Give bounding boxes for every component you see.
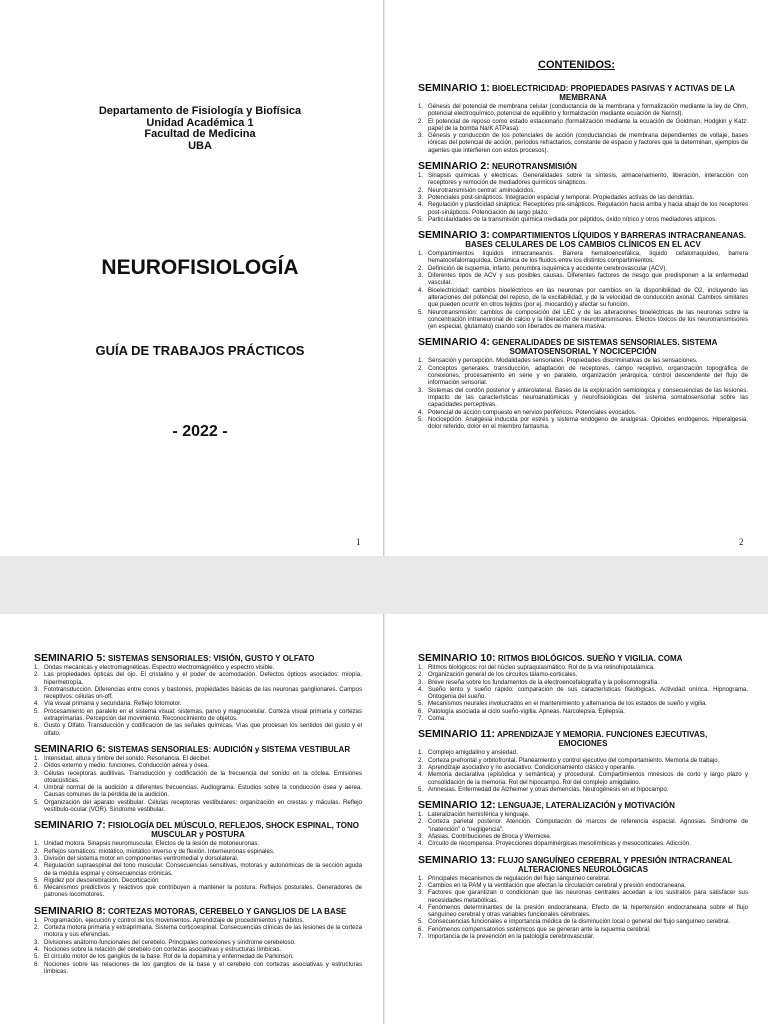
topic-text: Corteza prefrontal y orbitofrontal. Planeamiento y control ejecutivo del comportamiento. Memoria de trabajo. — [428, 756, 720, 764]
topic-text: Unidad motora. Sinapsis neuromuscular. Efectos de la lesión de motoneuronas. — [44, 840, 260, 848]
topic-text: Gusto y Olfato. Transducción y codificación de las señales químicas. Vías que procesan los sentidos del gusto y el olfato. — [44, 722, 362, 737]
dept-line: Unidad Académica 1 — [146, 116, 254, 129]
seminar-title: SISTEMAS SENSORIALES: VISIÓN, GUSTO Y OLFATO — [108, 654, 315, 663]
seminar-section — [34, 654, 362, 737]
dept-line: Departamento de Fisiología y Biofísica — [98, 105, 302, 117]
topic-item: 7. Importancia de la prevención en la patología cerebrovascular. — [418, 933, 595, 941]
topic-item: 3. Diferentes tipos de ACV y sus posibles causas. Diferentes factores de riesgo que predisponen a la enfermedad vascular. — [418, 272, 748, 287]
topic-item: 5. Mecanismos neurales involucrados en el mantenimiento y alternancia de los estados de sueño y vigilia. — [418, 700, 708, 708]
topic-text: Sueño lento y sueño rápido: comparación de sus características fisiológicas. Actividad onírica. Hipnograma. Ontogenia del sueño. — [428, 685, 748, 701]
seminar-list — [418, 654, 748, 948]
topic-list — [418, 811, 748, 847]
topic-text: Potenciales post-sinápticos. Integración espacial y temporal. Propiedades activas de las dendritas. — [428, 193, 695, 201]
topic-text: Aprendizaje asociativo y no asociativo. Condicionamiento clásico y operante. — [428, 763, 636, 771]
topic-item: 1. Intensidad, altura y timbre del sonido. Resonancia. El decibel. — [34, 754, 211, 762]
seminar-label: SEMINARIO 10: — [418, 652, 496, 664]
topic-list — [418, 875, 748, 941]
seminar-title: BIOELECTRICIDAD: PROPIEDADES PASIVAS Y ACTIVAS DE LA — [492, 84, 735, 93]
topic-text: Fenómenos determinantes de la presión endocraneana. Efecto de la hipertensión endocraneana sobre el flujo sanguíneo cerebral y otras variables funcionales cerebrales. — [428, 903, 748, 919]
seminar-title: CORTEZAS MOTORAS, CEREBELO Y GANGLIOS DE LA BASE — [108, 906, 347, 916]
topic-item: 5. Amnesias. Enfermedad de Alzheimer y otras demencias. Neurogénesis en el hipocampo. — [418, 785, 669, 793]
topic-text: División del sistema motor en componentes ventromedial y dorsolateral. — [44, 854, 239, 862]
seminar-heading — [418, 338, 748, 356]
topic-text: Las propiedades ópticas del ojo. El cristalino y el poder de acomodación. Defectos ópticos asociados: miopía, hipermetropía. — [44, 671, 362, 686]
seminar-heading — [418, 162, 748, 171]
seminar-section — [418, 853, 748, 941]
seminar-section — [34, 904, 362, 975]
topic-item: 3. Afasias. Contribuciones de Broca y Wernicke. — [418, 833, 552, 841]
topic-item: 3. División del sistema motor en componentes ventromedial y dorsolateral. — [34, 854, 239, 862]
seminar-list — [34, 654, 362, 983]
topic-item: 3. Fototransducción. Diferencias entre conos y bastones, propiedades básicas de las neuronas ganglionares. Campos receptivos: células on-off. — [34, 685, 362, 701]
seminar-heading — [34, 742, 362, 755]
topic-item: 2. Definición de isquemia, infarto, penumbra isquémica y accidente cerebrovascular (ACV). — [418, 264, 668, 272]
seminars-page-3 — [0, 614, 384, 1024]
page-number: 2 — [739, 537, 744, 547]
topic-text: Corteza motora primaria y extraprimaria. Sistema corticoespinal. Consecuencias clínicas de las lesiones de la corteza motora y sus eferencias. — [44, 924, 362, 939]
seminar-label: SEMINARIO 13: — [418, 853, 496, 866]
topic-item: 4. Vía visual primaria y secundaria. Reflejo fotomotor. — [34, 700, 182, 708]
topic-text: Ritmos biológicos: rol del núcleo supraquiasmático. Rol de la vía retinohipotalámica. — [428, 664, 655, 671]
seminar-section — [418, 654, 748, 722]
topic-item: 5. Rigidez por descerebración. Decorticación — [34, 876, 159, 884]
topic-text: Potencial de acción compuesto en nervios periféricos. Potenciales evocados. — [428, 408, 637, 416]
seminar-heading — [34, 904, 362, 917]
topic-list — [418, 250, 748, 330]
seminar-title: LENGUAJE, LATERALIZACIÓN y MOTIVACIÓN — [497, 801, 675, 811]
topic-text: Diferentes tipos de ACV y sus posibles causas. Diferentes factores de riesgo que predisponen a la enfermedad vascular. — [428, 272, 748, 287]
topic-text: Regulación supraespinal del tono muscular. Consecuencias sensitivas, motoras y autonómicas de la sección aguda de la médula espinal y consecuencias crónicas. — [44, 862, 362, 877]
seminar-title-continuation: EMOCIONES — [558, 739, 608, 749]
seminar-section — [418, 801, 748, 847]
topic-list — [34, 917, 362, 975]
page-number: 1 — [356, 537, 361, 547]
topic-list — [418, 103, 748, 154]
topic-text: Sinapsis químicas y eléctricas. Generalidades sobre la síntesis, almacenamiento, liberación, interacción con receptores y remoción de mediadores químicos sinápticos. — [428, 172, 748, 187]
topic-text: Nociones sobre la relación del cerebelo con cortezas asociativas y estructuras límbicas. — [44, 945, 282, 953]
topic-item: 2. Las propiedades ópticas del ojo. El cristalino y el poder de acomodación. Defectos ópticos asociados: miopía, hipermetropía. — [34, 671, 362, 686]
seminar-label: SEMINARIO 11: — [418, 728, 496, 741]
seminar-list — [418, 84, 748, 438]
topic-item: 4. Bioelectricidad: cambios bioeléctricos en las neuronas por cambios en la disponibilidad de O2, incluyendo las alteraciones del potencial del reposo, de la excitabilidad, y de la velocidad de conducción axonal. Cambios similares que pueden ocurrir en otros tejidos (por ej. miocardio) y afectar su función. — [418, 286, 748, 309]
topic-item: 2. El potencial de reposo como estado estacionario (formalización mediante la ecuación de Goldman, Hodgkin y Katz: papel de la bomba Na/K ATPasa). — [418, 117, 748, 132]
topic-list — [34, 755, 362, 813]
topic-text: Memoria declarativa (episódica y semántica) y procedural. Compartimientos mnésicos de corto y largo plazo y consolidación de la memoria. Rol del hipocampo. Rol del complejo amigdalino. — [428, 771, 748, 786]
topic-text: Importancia de la prevención en la patología cerebrovascular. — [428, 933, 595, 941]
topic-item: 4. Nociones sobre la relación del cerebelo con cortezas asociativas y estructuras límbicas. — [34, 945, 282, 953]
topic-item: 2. Oídos externo y medio: funciones. Conducción aérea y ósea. — [34, 762, 209, 770]
topic-item: 1. Programación, ejecución y control de los movimientos. Aprendizaje de procedimientos y hábitos. — [34, 916, 305, 924]
topic-item: 5. Procesamiento en paralelo en el sistema visual: sistemas, parvo y magnocelular. Corteza visual primaria y cortezas extraprimarias. Percepción del movimiento. Reconocimiento de objetos. — [34, 707, 362, 723]
topic-list — [34, 664, 362, 737]
topic-text: Corteza parietal posterior. Atención. Computación de marcos de referencia espacial. Agnosias. Síndrome de "inatención" o "negligencia". — [428, 818, 748, 833]
topic-text: Regulación y plasticidad sináptica: Receptores pre-sinápticos. Regulación hacia arriba y hacia abajo de los receptores post-sinápticos. Potenciación de largo plazo. — [428, 201, 748, 216]
topic-list — [418, 664, 748, 722]
topic-item: 1. Principales mecanismos de regulación del flujo sanguíneo cerebral. — [418, 874, 611, 882]
seminars-page-4 — [385, 614, 768, 1024]
topic-item: 1. Unidad motora. Sinapsis neuromuscular. Efectos de la lesión de motoneuronas. — [34, 840, 260, 848]
topic-text: Afasias. Contribuciones de Broca y Wernicke. — [428, 833, 552, 841]
topic-text: Bioelectricidad: cambios bioeléctricos en las neuronas por cambios en la disponibilidad de O2, incluyendo las alteraciones del potencial del reposo, de la excitabilidad, y de la velocidad de conducción axonal. Cambios similares que pueden ocurrir en otros tejidos (por ej. miocardio) y afectar su función. — [428, 286, 748, 309]
topic-text: Oídos externo y medio: funciones. Conducción aérea y ósea. — [44, 762, 209, 770]
seminar-section — [418, 231, 748, 330]
topic-text: Células receptoras auditivas. Transducción y codificación de la frecuencia del sonido en la cóclea. Emisiones otoacústicas. — [44, 769, 362, 784]
topic-text: Complejo amigdalino y ansiedad. — [428, 749, 518, 757]
document-title: NEUROFISIOLOGÍA — [101, 256, 299, 279]
seminar-title: APRENDIZAJE Y MEMORIA. FUNCIONES EJECUTIVAS, — [496, 730, 708, 740]
topic-text: Reflejos somáticos: miotático, miotático inverso y de flexión. Interneuronas espinales. — [44, 847, 275, 855]
topic-item: 3. Breve reseña sobre los fundamentos de la electroencefalografía y la polisomnografía. — [418, 678, 660, 686]
topic-text: Particularidades de la transmisión química mediada por péptidos, óxido nítrico y otros mediadores atípicos. — [428, 215, 717, 223]
topic-item: 1. Complejo amigdalino y ansiedad. — [418, 749, 518, 757]
seminar-label: SEMINARIO 3: — [418, 229, 490, 242]
topic-item: 5. El circuito motor de los ganglios de la base. Rol de la dopamina y enfermedad de Parkinson. — [34, 953, 294, 961]
seminar-heading — [418, 231, 748, 249]
seminar-label: SEMINARIO 2: — [418, 160, 490, 173]
seminar-title-continuation: SOMATOSENSORIAL Y NOCICEPCIÓN — [509, 347, 657, 357]
seminar-title-continuation: ALTERACIONES NEUROLÓGICAS — [517, 864, 649, 874]
topic-text: Conceptos generales: transducción, adaptación de receptores, campo receptivo, organización topográfica de conexiones, procesamiento en serie y en paralelo, organización jerárquica, control descendente del flujo de información sensorial. — [428, 364, 748, 387]
topic-text: Coma. — [428, 715, 446, 723]
topic-item: 3. Factores que garantizan o condicionan que las neuronas centrales accedan a los sustratos para satisfacer sus necesidades metabólicas. — [418, 889, 748, 904]
topic-item: 1. Lateralización hemisférica y lenguaje. — [418, 811, 530, 819]
topic-item: 4. Umbral normal de la audición a diferentes frecuencias. Audiograma. Estudios sobre la conducción ósea y aérea. Causas comunes de la pérdida de la audición. — [34, 784, 362, 799]
topic-text: Principales mecanismos de regulación del flujo sanguíneo cerebral. — [428, 874, 611, 882]
topic-text: Intensidad, altura y timbre del sonido. Resonancia. El decibel. — [44, 754, 211, 762]
seminar-heading — [418, 654, 748, 663]
seminar-heading — [34, 654, 362, 663]
topic-text: Neurotransmisión central: aminoácidos. — [428, 186, 536, 194]
topic-text: Sistemas del cordón posterior y anterolateral. Bases de la exploración semiológica y consecuencias de las lesiones. Impacto de las características neuroanatómicas y neurofisiológicas del sistema somatosensorial sobre las capacidades perceptivas. — [428, 386, 748, 409]
topic-item: 1. Sinapsis químicas y eléctricas. Generalidades sobre la síntesis, almacenamiento, liberación, interacción con receptores y remoción de mediadores químicos sinápticos. — [418, 172, 748, 187]
topic-item: 5. Organización del aparato vestibular. Células receptoras vestibulares: organización en crestas y máculas. Reflejo vestíbulo-ocular (VOR). Síndrome vestibular. — [34, 798, 362, 814]
seminar-heading — [418, 801, 748, 810]
topic-text: Organización del aparato vestibular. Células receptoras vestibulares: organización en crestas y máculas. Reflejo vestíbulo-ocular (VOR). Síndrome vestibular. — [44, 798, 362, 814]
seminar-section — [418, 338, 748, 430]
seminar-title: RITMOS BIOLÓGICOS. SUEÑO Y VIGILIA. COMA — [497, 654, 683, 663]
seminar-heading — [418, 853, 748, 874]
topic-item: 4. Regulación supraespinal del tono muscular. Consecuencias sensitivas, motoras y autonómicas de la sección aguda de la médula espinal y consecuencias crónicas. — [34, 862, 362, 877]
seminar-title-continuation: MEMBRANA — [559, 93, 607, 102]
topic-item: 2. Corteza prefrontal y orbitofrontal. Planeamiento y control ejecutivo del comportamiento. Memoria de trabajo. — [418, 756, 720, 764]
topic-item: 1. Génesis del potencial de membrana celular (conductancia de la membrana y formalización mediante la ley de Ohm, potencial electroquímico, potencial de equilibrio y formalización mediante ecuación de Nernst). — [418, 103, 748, 118]
topic-text: Cambios en la PAM y la ventilación que afectan la circulación cerebral y presión endocraneana. — [428, 881, 686, 889]
topic-text: Mecanismos predictivos y reactivos que contribuyen a mantener la postura. Reflejos posturales. Generadores de patrones locomotores. — [44, 884, 362, 899]
topic-item: 4. Regulación y plasticidad sináptica: Receptores pre-sinápticos. Regulación hacia arriba y hacia abajo de los receptores post-sinápticos. Potenciación de largo plazo. — [418, 201, 748, 216]
topic-item: 2. Cambios en la PAM y la ventilación que afectan la circulación cerebral y presión endocraneana. — [418, 881, 686, 889]
seminar-section — [34, 821, 362, 898]
topic-item: 6. Patología asociada al ciclo sueño-vigilia. Apneas. Narcolepsia. Epilepsia. — [418, 707, 625, 715]
topic-item: 2. Corteza motora primaria y extraprimaria. Sistema corticoespinal. Consecuencias clínicas de las lesiones de la corteza motora y sus eferencias. — [34, 924, 362, 939]
topic-text: Consecuencias funcionales e importancia médica de la disminución local o general del flujo sanguíneo cerebral. — [428, 918, 731, 926]
seminar-label: SEMINARIO 1: — [418, 82, 490, 94]
topic-item: 4. Circuito de recompensa. Proyecciones dopaminérgicas mesolímbicas y mesocorticales. Adicción. — [418, 840, 691, 848]
topic-item: 4. Fenómenos determinantes de la presión endocraneana. Efecto de la hipertensión endocraneana sobre el flujo sanguíneo cerebral y otras variables funcionales cerebrales. — [418, 903, 748, 919]
topic-item: 3. Aprendizaje asociativo y no asociativo. Condicionamiento clásico y operante. — [418, 763, 636, 771]
topic-text: Rigidez por descerebración. Decorticación — [44, 876, 159, 884]
seminar-heading — [418, 730, 748, 748]
topic-item: 1. Compartimientos líquidos intracraneanos. Barrera hematoencefálica, líquido cefalorraquídeo, barrera hematocefalorraquídea. Dinámica de los fluidos entre los distintos compartimientos. — [418, 250, 748, 265]
topic-text: Vía visual primaria y secundaria. Reflejo fotomotor. — [44, 700, 182, 708]
topic-item: 5. Particularidades de la transmisión química mediada por péptidos, óxido nítrico y otros mediadores atípicos. — [418, 215, 717, 223]
topic-item: 1. Ritmos biológicos: rol del núcleo supraquiasmático. Rol de la vía retinohipotalámica. — [418, 664, 655, 671]
topic-text: Definición de isquemia, infarto, penumbra isquémica y accidente cerebrovascular (ACV). — [428, 264, 668, 272]
topic-item: 3. Sistemas del cordón posterior y anterolateral. Bases de la exploración semiológica y consecuencias de las lesiones. Impacto de las características neuroanatómicas y neurofisiológicas del sistema somatosensorial sobre las capacidades perceptivas. — [418, 386, 748, 409]
topic-item: 3. Divisiones anátomo-funcionales del cerebelo. Principales conexiones y síndrome cerebeloso. — [34, 938, 296, 946]
topic-text: El circuito motor de los ganglios de la base. Rol de la dopamina y enfermedad de Parkinson. — [44, 953, 294, 961]
seminar-title: FLUJO SANGUÍNEO CEREBRAL Y PRESIÓN INTRACRANEAL — [497, 855, 733, 865]
topic-item: 5. Neurotransmisión: cambios de composición del LEC y de las alteraciones bioeléctricas de las neuronas sobre la concentración intraneuronal de calcio y la liberación de neurotransmisores. Efectos tóxicos de los neurotransmisores (en especial, glutamato) cuando son liberados de manera masiva. — [418, 308, 748, 331]
topic-text: Génesis del potencial de membrana celular (conductancia de la membrana y formalización mediante la ley de Ohm, potencial electroquímico, potencial de equilibrio y formalización mediante ecuación de Nernst). — [428, 103, 748, 118]
seminar-label: SEMINARIO 6: — [34, 742, 106, 755]
seminar-section — [418, 84, 748, 154]
dept-line: UBA — [188, 139, 212, 152]
seminar-heading — [34, 821, 362, 839]
department-header — [60, 106, 340, 152]
topic-item: 5. Consecuencias funcionales e importancia médica de la disminución local o general del flujo sanguíneo cerebral. — [418, 918, 731, 926]
topic-item: 2. Corteza parietal posterior. Atención. Computación de marcos de referencia espacial. Agnosias. Síndrome de "inatención" o "negligencia". — [418, 818, 748, 833]
contents-heading: CONTENIDOS: — [538, 59, 615, 71]
seminar-title: SISTEMAS SENSORIALES: AUDICIÓN y SISTEMA VESTIBULAR — [108, 744, 351, 754]
seminar-title: NEUROTRANSMISIÓN — [492, 162, 577, 172]
topic-item: 6. Mecanismos predictivos y reactivos que contribuyen a mantener la postura. Reflejos posturales. Generadores de patrones locomotores. — [34, 884, 362, 899]
topic-text: Compartimientos líquidos intracraneanos. Barrera hematoencefálica, líquido cefalorraquídeo, barrera hematocefalorraquídea. Dinámica de los fluidos entre los distintos compartimientos. — [428, 250, 748, 265]
seminar-label: SEMINARIO 7: — [34, 819, 106, 832]
topic-text: El potencial de reposo como estado estacionario (formalización mediante la ecuación de Goldman, Hodgkin y Katz: papel de la bomba Na/K ATPasa). — [428, 117, 748, 132]
seminar-title: FISIOLOGÍA DEL MÚSCULO, REFLEJOS, SHOCK ESPINAL, TONO — [108, 821, 359, 831]
topic-item: 3. Génesis y conducción de los potenciales de acción (conductancias de membrana dependientes de voltaje, bases iónicas del potencial de acción, períodos refractarios, constante de espacio y factores que la determinan, ejemplos de agentes que interfieren con estos procesos). — [418, 132, 748, 154]
seminar-title-continuation: MUSCULAR y POSTURA — [151, 830, 245, 840]
topic-text: Amnesias. Enfermedad de Alzheimer y otras demencias. Neurogénesis en el hipocampo. — [428, 785, 669, 793]
seminar-title: COMPARTIMIENTOS LÍQUIDOS Y BARRERAS INTRACRANEANAS. — [492, 231, 747, 241]
topic-text: Nociones sobre las relaciones de los ganglios de la base y el cerebelo con cortezas asociativas y estructuras límbicas. — [44, 960, 362, 975]
topic-text: Umbral normal de la audición a diferentes frecuencias. Audiograma. Estudios sobre la conducción ósea y aérea. Causas comunes de la pérdida de la audición. — [44, 784, 362, 799]
topic-item: 6. Nociones sobre las relaciones de los ganglios de la base y el cerebelo con cortezas asociativas y estructuras límbicas. — [34, 960, 362, 975]
document-subtitle: GUÍA DE TRABAJOS PRÁCTICOS — [95, 343, 305, 358]
topic-item: 4. Potencial de acción compuesto en nervios periféricos. Potenciales evocados. — [418, 408, 637, 416]
topic-text: Patología asociada al ciclo sueño-vigilia. Apneas. Narcolepsia. Epilepsia. — [428, 707, 625, 715]
topic-list — [418, 357, 748, 430]
topic-item: 6. Fenómenos compensatorios sistémicos que se generan ante la isquemia cerebral. — [418, 925, 651, 933]
seminar-label: SEMINARIO 12: — [418, 799, 496, 812]
topic-list — [418, 172, 748, 223]
topic-item: 4. Sueño lento y sueño rápido: comparación de sus características fisiológicas. Actividad onírica. Hipnograma. Ontogenia del sueño. — [418, 685, 748, 701]
topic-text: Neurotransmisión: cambios de composición del LEC y de las alteraciones bioeléctricas de las neuronas sobre la concentración intraneuronal de calcio y la liberación de neurotransmisores. Efectos tóxicos de los neurotransmisores (en especial, glutamato) cuando son liberados de manera masiva. — [428, 308, 748, 331]
topic-item: 5. Nocicepción. Analgesia inducida por estrés y sistema endógeno de analgesia. Opioides endógenos. Hiperalgesia, dolor referido, dolor en el miembro fantasma. — [418, 415, 748, 431]
seminar-heading — [418, 84, 748, 102]
topic-text: Breve reseña sobre los fundamentos de la electroencefalografía y la polisomnografía. — [428, 678, 660, 686]
topic-text: Organización general de los circuitos tálamo-corticales. — [428, 671, 578, 679]
topic-text: Génesis y conducción de los potenciales de acción (conductancias de membrana dependientes de voltaje, bases iónicas del potencial de acción, períodos refractarios, constante de espacio y factores que la determinan, ejemplos de agentes que interfieren con estos procesos). — [428, 132, 748, 154]
topic-item: 3. Células receptoras auditivas. Transducción y codificación de la frecuencia del sonido en la cóclea. Emisiones otoacústicas. — [34, 769, 362, 784]
topic-item: 1. Sensación y percepción. Modalidades sensoriales. Propiedades discriminativas de las sensaciones. — [418, 357, 698, 365]
topic-item: 7. Coma. — [418, 715, 446, 723]
seminar-section — [418, 730, 748, 793]
topic-text: Fenómenos compensatorios sistémicos que se generan ante la isquemia cerebral. — [428, 925, 651, 933]
topic-item: 1. Ondas mecánicas y electromagnéticas. Espectro electromagnético y espectro visible. — [34, 664, 275, 671]
topic-text: Sensación y percepción. Modalidades sensoriales. Propiedades discriminativas de las sensaciones. — [428, 357, 698, 365]
topic-text: Procesamiento en paralelo en el sistema visual: sistemas, parvo y magnocelular. Corteza visual primaria y cortezas extraprimarias. Percepción del movimiento. Reconocimiento de objetos. — [44, 707, 362, 723]
topic-item: 2. Reflejos somáticos: miotático, miotático inverso y de flexión. Interneuronas espinales. — [34, 847, 275, 855]
topic-text: Ondas mecánicas y electromagnéticas. Espectro electromagnético y espectro visible. — [44, 664, 275, 671]
dept-line: Facultad de Medicina — [144, 128, 256, 140]
topic-text: Programación, ejecución y control de los movimientos. Aprendizaje de procedimientos y hábitos. — [44, 916, 305, 924]
topic-item: 2. Organización general de los circuitos tálamo-corticales. — [418, 671, 578, 679]
topic-item: 2. Neurotransmisión central: aminoácidos. — [418, 186, 536, 194]
topic-text: Circuito de recompensa. Proyecciones dopaminérgicas mesolímbicas y mesocorticales. Adicción. — [428, 840, 691, 848]
seminar-section — [418, 162, 748, 223]
topic-item: 2. Conceptos generales: transducción, adaptación de receptores, campo receptivo, organización topográfica de conexiones, procesamiento en serie y en paralelo, organización jerárquica, control descendente del flujo de información sensorial. — [418, 364, 748, 387]
seminar-title-continuation: BASES CELULARES DE LOS CAMBIOS CLÍNICOS EN EL ACV — [465, 240, 701, 250]
topic-text: Factores que garantizan o condicionan que las neuronas centrales accedan a los sustratos para satisfacer sus necesidades metabólicas. — [428, 889, 748, 904]
topic-list — [418, 749, 748, 793]
seminar-label: SEMINARIO 5: — [34, 652, 106, 664]
topic-item: 6. Gusto y Olfato. Transducción y codificación de las señales químicas. Vías que procesan los sentidos del gusto y el olfato. — [34, 722, 362, 737]
seminar-label: SEMINARIO 8: — [34, 904, 106, 917]
seminar-section — [34, 742, 362, 814]
topic-list — [34, 840, 362, 898]
topic-text: Fototransducción. Diferencias entre conos y bastones, propiedades básicas de las neuronas ganglionares. Campos receptivos: células on-off. — [44, 685, 362, 701]
topic-text: Nocicepción. Analgesia inducida por estrés y sistema endógeno de analgesia. Opioides endógenos. Hiperalgesia, dolor referido, dolor en el miembro fantasma. — [428, 415, 748, 431]
topic-text: Divisiones anátomo-funcionales del cerebelo. Principales conexiones y síndrome cerebeloso. — [44, 938, 296, 946]
topic-text: Mecanismos neurales involucrados en el mantenimiento y alternancia de los estados de sueño y vigilia. — [428, 700, 708, 708]
topic-item: 4. Memoria declarativa (episódica y semántica) y procedural. Compartimientos mnésicos de corto y largo plazo y consolidación de la memoria. Rol del hipocampo. Rol del complejo amigdalino. — [418, 771, 748, 786]
topic-text: Lateralización hemisférica y lenguaje. — [428, 811, 530, 819]
cover-page — [0, 0, 384, 556]
contents-page — [385, 0, 768, 556]
seminar-title: GENERALIDADES DE SISTEMAS SENSORIALES. SISTEMA — [492, 338, 718, 348]
document-year: - 2022 - — [172, 423, 228, 440]
topic-item: 3. Potenciales post-sinápticos. Integración espacial y temporal. Propiedades activas de las dendritas. — [418, 193, 695, 201]
seminar-label: SEMINARIO 4: — [418, 336, 490, 349]
